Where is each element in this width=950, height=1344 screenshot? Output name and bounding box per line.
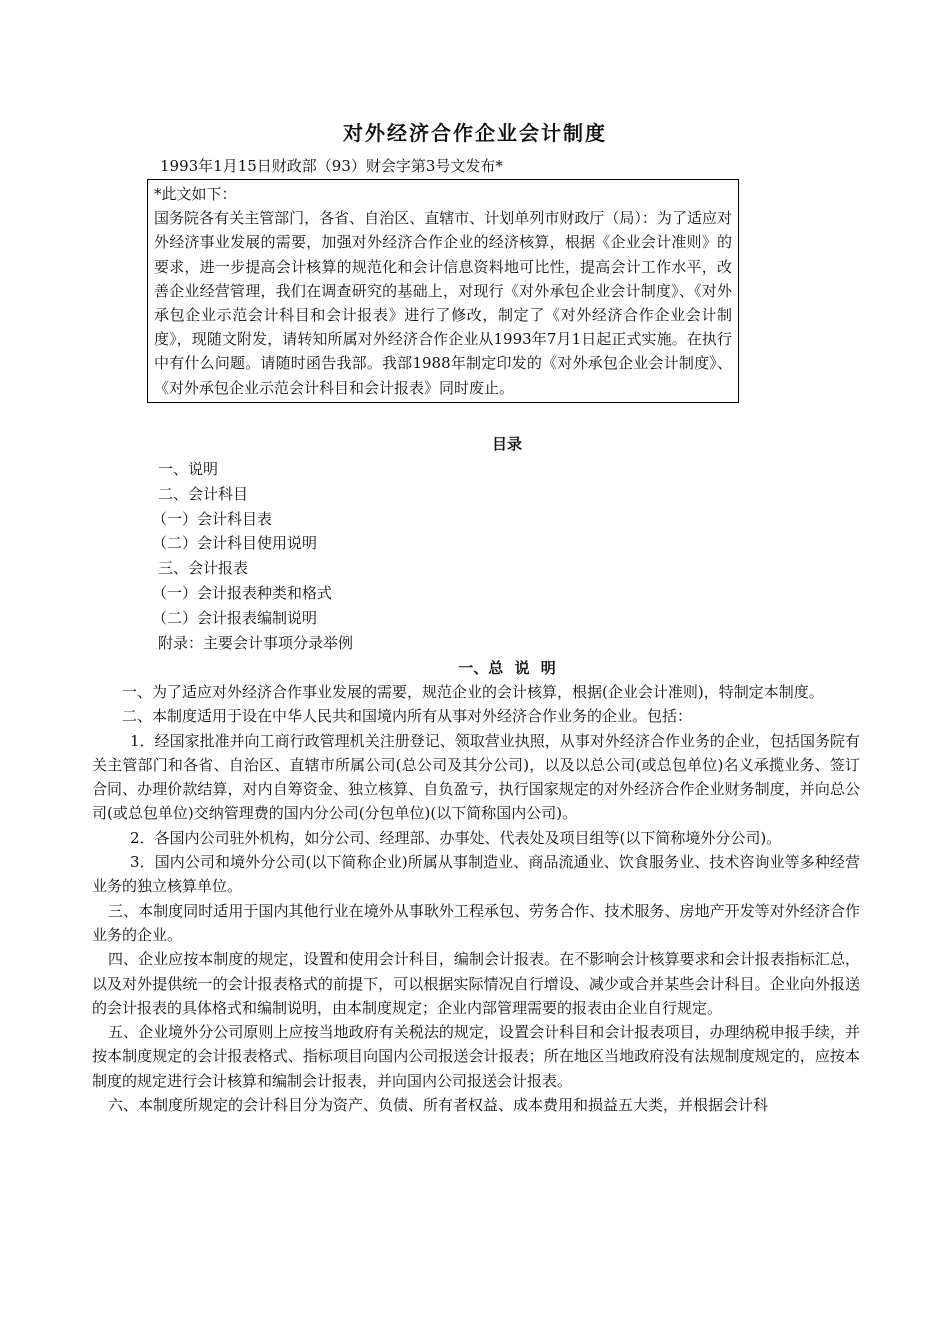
toc-title: 目录 [491, 435, 522, 453]
toc-item: 一、说明 [158, 460, 219, 478]
section-title: 一、总 说 明 [458, 659, 556, 677]
toc-item: （二）会计科目使用说明 [152, 534, 318, 553]
paragraph: 六、本制度所规定的会计科目分为资产、负债、所有者权益、成本费用和损益五大类，并根据会计科 [108, 1096, 769, 1115]
paragraph: 1．经国家批准并向工商行政管理机关注册登记、领取营业执照，从事对外经济合作业务的企业，包括国务院有关主管部门和各省、自治区、直辖市所属公司(总公司及其分公司)，以及以总公司(或总包单位)名义承揽业务、签订合同、办理价款结算，对内自筹资金、独立核算、自负盈亏，执行国家规定的对外经济合作企业财务制度，并向总公司(或总包单位)交纳管理费的国内分公司(分包单位)(以下简称国内公司)。 [92, 731, 860, 823]
notice-box [147, 179, 739, 403]
toc-item: 三、会计报表 [158, 559, 249, 578]
section-content [92, 680, 860, 1117]
notice-heading: *此文如下： [154, 185, 237, 203]
table-of-contents [152, 457, 354, 655]
toc-item: 二、会计科目 [158, 484, 249, 503]
document-title: 对外经济合作企业会计制度 [343, 121, 607, 145]
paragraph: 3．国内公司和境外分公司(以下简称企业)所属从事制造业、商品流通业、饮食服务业、技术咨询业等多种经营业务的独立核算单位。 [92, 853, 860, 896]
paragraph: 四、企业应按本制度的规定，设置和使用会计科目，编制会计报表。在不影响会计核算要求和会计报表指标汇总，以及对外提供统一的会计报表格式的前提下，可以根据实际情况自行增设、减少或合并某些会计科目。企业向外报送的会计报表的具体格式和编制说明，由本制度规定；企业内部管理需要的报表由企业自行规定。 [92, 950, 860, 1017]
notice-body: 国务院各有关主管部门，各省、自治区、直辖市、计划单列市财政厅（局）：为了适应对外经济事业发展的需要，加强对外经济合作企业的经济核算，根据《企业会计准则》的要求，进一步提高会计核算的规范化和会计信息资料地可比性，提高会计工作水平，改善企业经营管理，我们在调查研究的基础上，对现行《对外承包企业会计制度》、《对外承包企业示范会计科目和会计报表》进行了修改，制定了《对外经济合作企业会计制度》，现随文附发，请转知所属对外经济合作企业从1993年7月1日起正式实施。在执行中有什么问题。请随时函告我部。我部1988年制定印发的《对外承包企业会计制度》、《对外承包企业示范会计科目和会计报表》同时废止。 [154, 209, 732, 397]
paragraph: 三、本制度同时适用于国内其他行业在境外从事耿外工程承包、劳务合作、技术服务、房地产开发等对外经济合作业务的企业。 [92, 901, 860, 944]
toc-item: （一）会计科目表 [152, 509, 273, 528]
paragraph: 二、本制度适用于设在中华人民共和国境内所有从事对外经济合作业务的企业。包括： [122, 707, 693, 726]
paragraph: 2．各国内公司驻外机构，如分公司、经理部、办事处、代表处及项目组等(以下简称境外分公司)。 [130, 828, 782, 847]
paragraph: 五、企业境外分公司原则上应按当地政府有关税法的规定，设置会计科目和会计报表项目，办理纳税申报手续，并按本制度规定的会计报表格式、指标项目向国内公司报送会计报表；所在地区当地政府没有法规制度规定的，应按本制度的规定进行会计核算和编制会计报表，并向国内公司报送会计报表。 [92, 1023, 860, 1090]
toc-item: （二）会计报表编制说明 [152, 608, 318, 627]
toc-item: （一）会计报表种类和格式 [152, 583, 333, 602]
toc-item: 附录：主要会计事项分录举例 [158, 633, 354, 652]
paragraph: 一、为了适应对外经济合作事业发展的需要，规范企业的会计核算，根据(企业会计准则)，特制定本制度。 [122, 683, 824, 701]
document-subtitle: 1993年1月15日财政部（93）财会字第3号文发布* [160, 157, 503, 175]
